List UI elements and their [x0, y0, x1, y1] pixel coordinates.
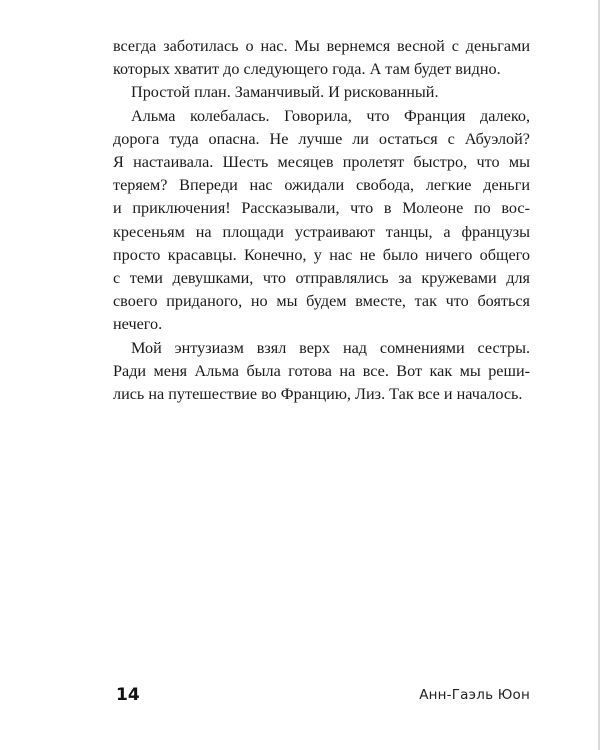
text-line: всегда заботилась о нас. Мы вернемся весной с деньгами	[113, 37, 530, 55]
text-line: Простой план. Заманчивый. И рискованный.	[131, 83, 439, 102]
text-line: лись на путешествие во Францию, Лиз. Так все и началось.	[113, 385, 523, 404]
page-number: 14	[116, 685, 140, 705]
text-line: нечего.	[113, 315, 163, 334]
text-line: и приключения! Рассказывали, что в Молеоне по вос-	[113, 199, 530, 218]
running-head-author: Анн-Гаэль Юон	[419, 687, 530, 703]
page-footer	[116, 685, 530, 709]
text-line: кресеньям на площади устраивают танцы, а французы	[113, 222, 530, 241]
text-line: с теми девушками, что отправлялись за кружевами для	[113, 269, 530, 288]
text-line: дорога туда опасна. Не лучше ли остаться с Абуэлой?	[113, 129, 530, 148]
text-line: просто красавцы. Конечно, у нас не было ничего общего	[113, 245, 530, 264]
body-text	[113, 35, 530, 406]
text-line: Альма колебалась. Говорила, что Франция далеко,	[131, 106, 530, 125]
text-line: теряем? Впереди нас ожидали свобода, легкие деньги	[113, 176, 530, 195]
text-line: Мой энтузиазм взял верх над сомнениями сестры.	[131, 338, 530, 357]
text-line: Ради меня Альма была готова на все. Вот как мы реши-	[113, 361, 530, 380]
text-line: которых хватит до следующего года. А там будет видно.	[113, 60, 501, 79]
text-line: Я настаивала. Шесть месяцев пролетят быстро, что мы	[113, 153, 530, 172]
text-line: своего приданого, но мы будем вместе, так что бояться	[113, 292, 530, 311]
